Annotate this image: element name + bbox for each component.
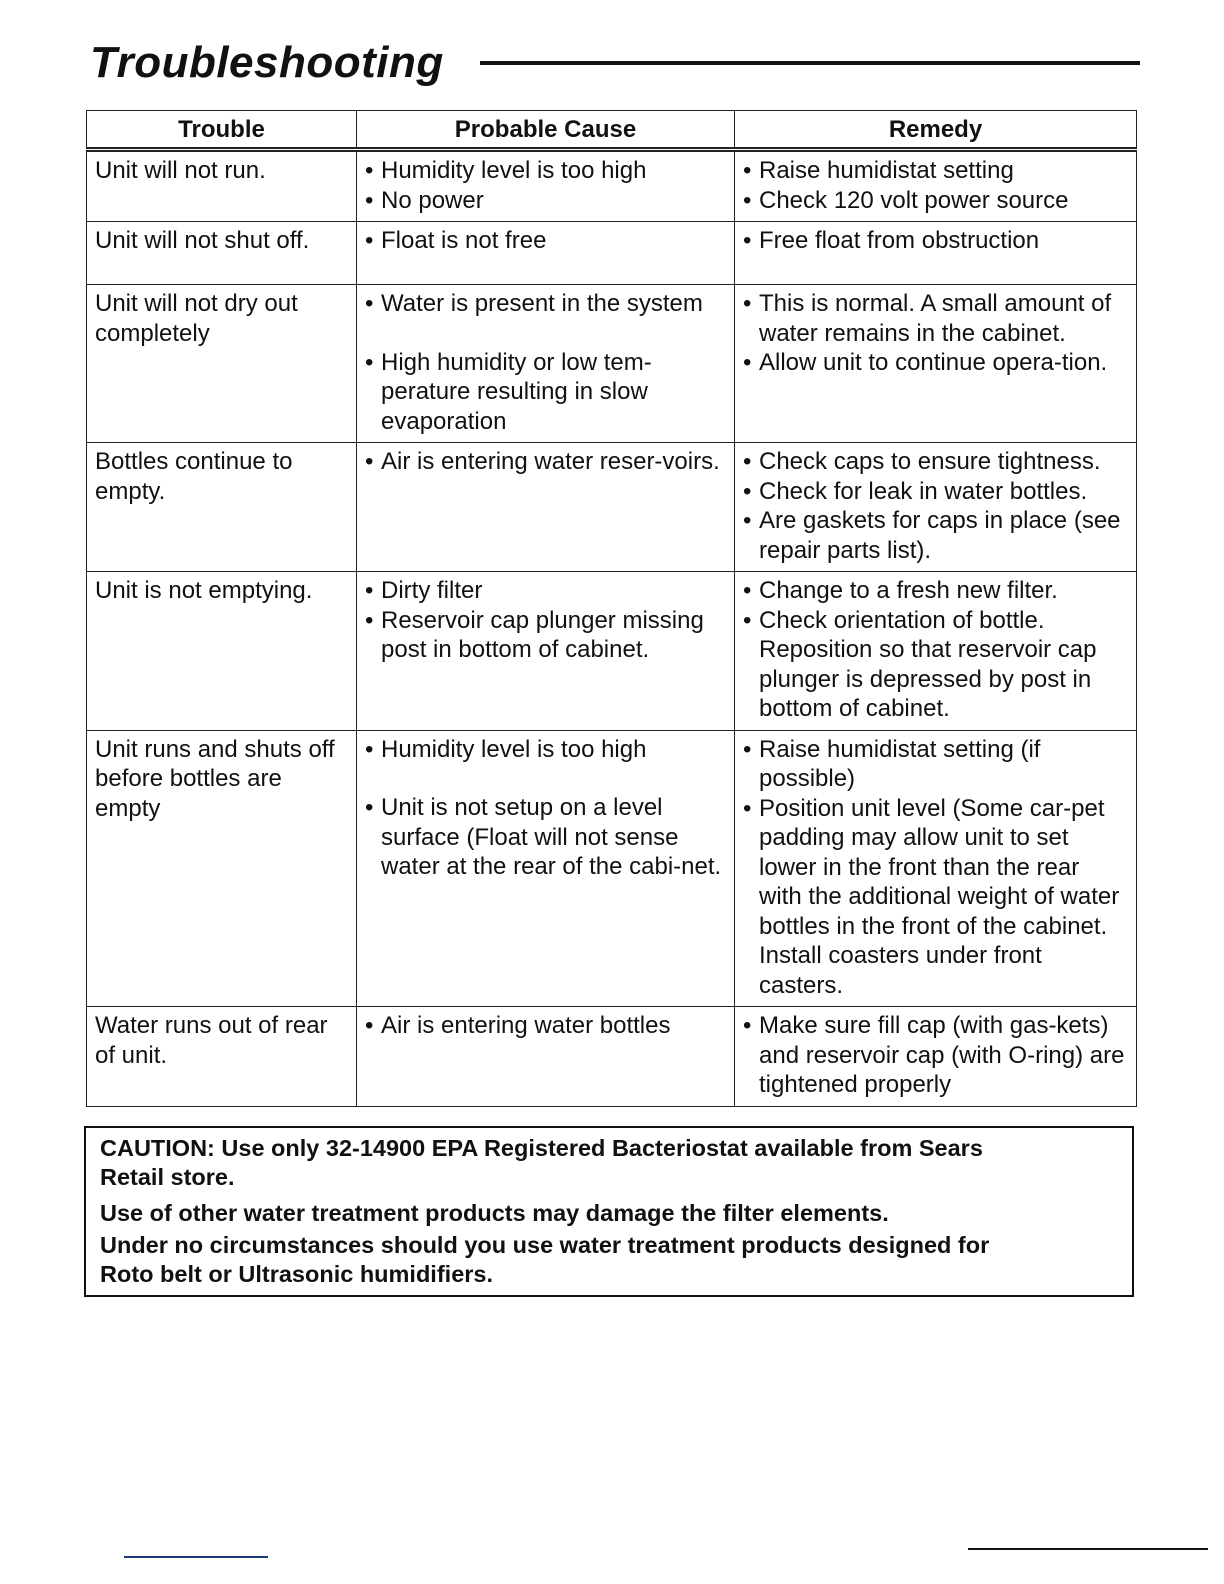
caution-paragraph [100,1134,1118,1192]
cause-cell [357,285,735,443]
table-row [87,222,1137,285]
remedy-item: • Check 120 volt power source [743,186,1128,216]
table-row [87,730,1137,1007]
remedy-item: • Position unit level (Some car-pet padding may allow unit to set lower in the front than the rear with the additional weight of water bottles in the front of the cabinet. Install coasters under front casters. [743,794,1128,1001]
cause-item: • No power [365,186,726,216]
remedy-item: • Check for leak in water bottles. [743,477,1128,507]
cause-cell [357,730,735,1007]
trouble-cell: Unit is not emptying. [87,572,357,731]
remedy-item: • Free float from obstruction [743,226,1128,256]
trouble-cell: Water runs out of rear of unit. [87,1007,357,1107]
table-row [87,1007,1137,1107]
table-row [87,150,1137,222]
trouble-cell: Unit runs and shuts off before bottles are empty [87,730,357,1007]
caution-box [84,1126,1134,1297]
title-rule [480,61,1140,65]
remedy-item: • Check caps to ensure tightness. [743,447,1128,477]
trouble-cell: Bottles continue to empty. [87,443,357,572]
table-row [87,443,1137,572]
remedy-cell [735,150,1137,222]
caution-line: Use of other water treatment products may damage the filter elements. [100,1200,889,1226]
remedy-cell [735,443,1137,572]
table-header-row [87,111,1137,150]
cause-item: • Humidity level is too high [365,735,726,765]
cause-cell [357,222,735,285]
cause-cell [357,572,735,731]
trouble-cell: Unit will not run. [87,150,357,222]
cause-item: • Air is entering water reser-voirs. [365,447,726,477]
trouble-cell: Unit will not shut off. [87,222,357,285]
cause-item: • Float is not free [365,226,726,256]
footer-rule-right [968,1548,1208,1550]
remedy-item: • Change to a fresh new filter. [743,576,1128,606]
caution-paragraph [100,1231,1118,1289]
remedy-item: • Raise humidistat setting (if possible) [743,735,1128,794]
caution-line: Retail store. [100,1164,235,1190]
remedy-cell [735,730,1137,1007]
caution-line: CAUTION: Use only 32-14900 EPA Registered Bacteriostat available from Sears [100,1135,983,1161]
cause-cell [357,443,735,572]
title-row [88,38,1140,98]
remedy-item: • Are gaskets for caps in place (see repair parts list). [743,506,1128,565]
caution-line: Under no circumstances should you use water treatment products designed for [100,1232,990,1258]
cause-item: • Water is present in the system [365,289,726,319]
table-row [87,285,1137,443]
table-row [87,572,1137,731]
header-probable-cause: Probable Cause [357,111,735,150]
page-title: Troubleshooting [90,38,444,87]
cause-item: • Unit is not setup on a level surface (Float will not sense water at the rear of the cabi-net. [365,793,726,882]
trouble-cell: Unit will not dry out completely [87,285,357,443]
caution-paragraph [100,1199,1118,1228]
cause-item: • Humidity level is too high [365,156,726,186]
cause-item: • Air is entering water bottles [365,1011,726,1041]
remedy-item: • Check orientation of bottle. Reposition so that reservoir cap plunger is depressed by post in bottom of cabinet. [743,606,1128,724]
remedy-cell [735,572,1137,731]
header-trouble: Trouble [87,111,357,150]
remedy-item: • This is normal. A small amount of water remains in the cabinet. [743,289,1128,348]
remedy-cell [735,1007,1137,1107]
cause-item: • Dirty filter [365,576,726,606]
cause-cell [357,150,735,222]
remedy-item: • Allow unit to continue opera-tion. [743,348,1128,378]
cause-cell [357,1007,735,1107]
caution-line: Roto belt or Ultrasonic humidifiers. [100,1261,494,1287]
remedy-item: • Make sure fill cap (with gas-kets) and reservoir cap (with O-ring) are tightened properly [743,1011,1128,1100]
remedy-cell [735,222,1137,285]
footer-rule-left [124,1556,268,1558]
remedy-item: • Raise humidistat setting [743,156,1128,186]
troubleshooting-table [86,110,1137,1107]
header-remedy: Remedy [735,111,1137,150]
remedy-cell [735,285,1137,443]
cause-item: • Reservoir cap plunger missing post in bottom of cabinet. [365,606,726,665]
cause-item: • High humidity or low tem-perature resulting in slow evaporation [365,348,726,437]
